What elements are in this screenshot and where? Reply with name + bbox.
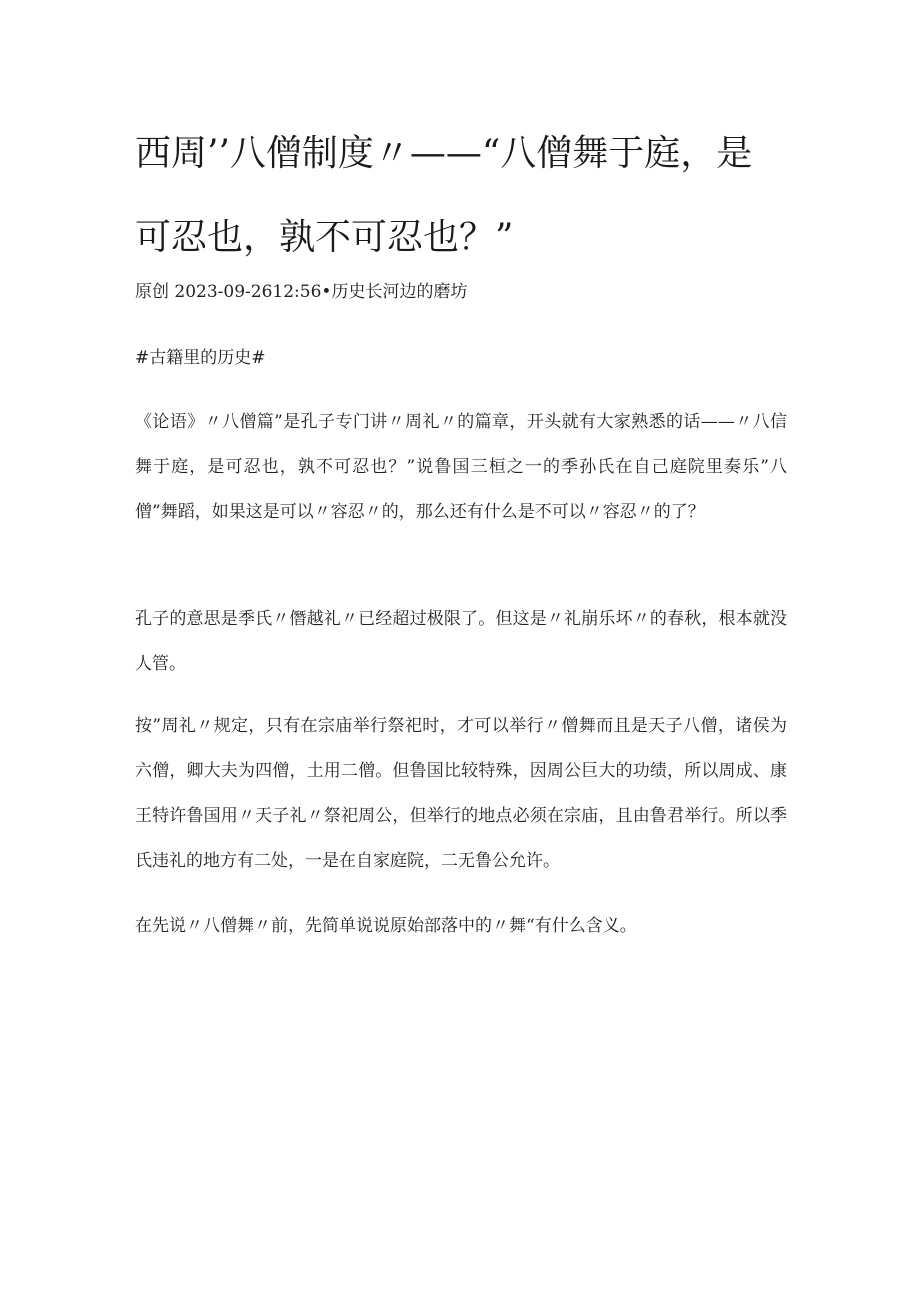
paragraph-4: 在先说〃八僧舞〃前，先简单说说原始部落中的〃舞“有什么含义。 [135,916,637,936]
article-meta: 原创 2023-09-2612:56•历史长河边的磨坊 [135,282,468,302]
article-tag: #古籍里的历史# [135,348,266,368]
paragraph-1: 《论语》〃八僧篇”是孔子专门讲〃周礼〃的篇章，开头就有大家熟悉的话——〃八信舞于庭，是可忍也，孰不可忍也？”说鲁国三桓之一的季孙氏在自己庭院里奏乐”八僧”舞蹈，如果这是可以〃容忍〃的，那么还有什么是不可以〃容忍〃的了？ [135,412,787,522]
paragraph-3: 按”周礼〃规定，只有在宗庙举行祭祀时，才可以举行〃僧舞而且是天子八僧，诸侯为六僧，卿大夫为四僧，土用二僧。但鲁国比较特殊，因周公巨大的功绩，所以周成、康王特许鲁国用〃天子礼〃祭祀周公，但举行的地点必须在宗庙，且由鲁君举行。所以季氏违礼的地方有二处，一是在自家庭院，二无鲁公允许。 [135,716,787,871]
article-title: 西周’’八僧制度〃——“八僧舞于庭，是可忍也，孰不可忍也？” [135,133,753,258]
paragraph-2: 孔子的意思是季氏〃僭越礼〃已经超过极限了。但这是〃礼崩乐坏〃的春秋，根本就没人管。 [135,609,787,674]
